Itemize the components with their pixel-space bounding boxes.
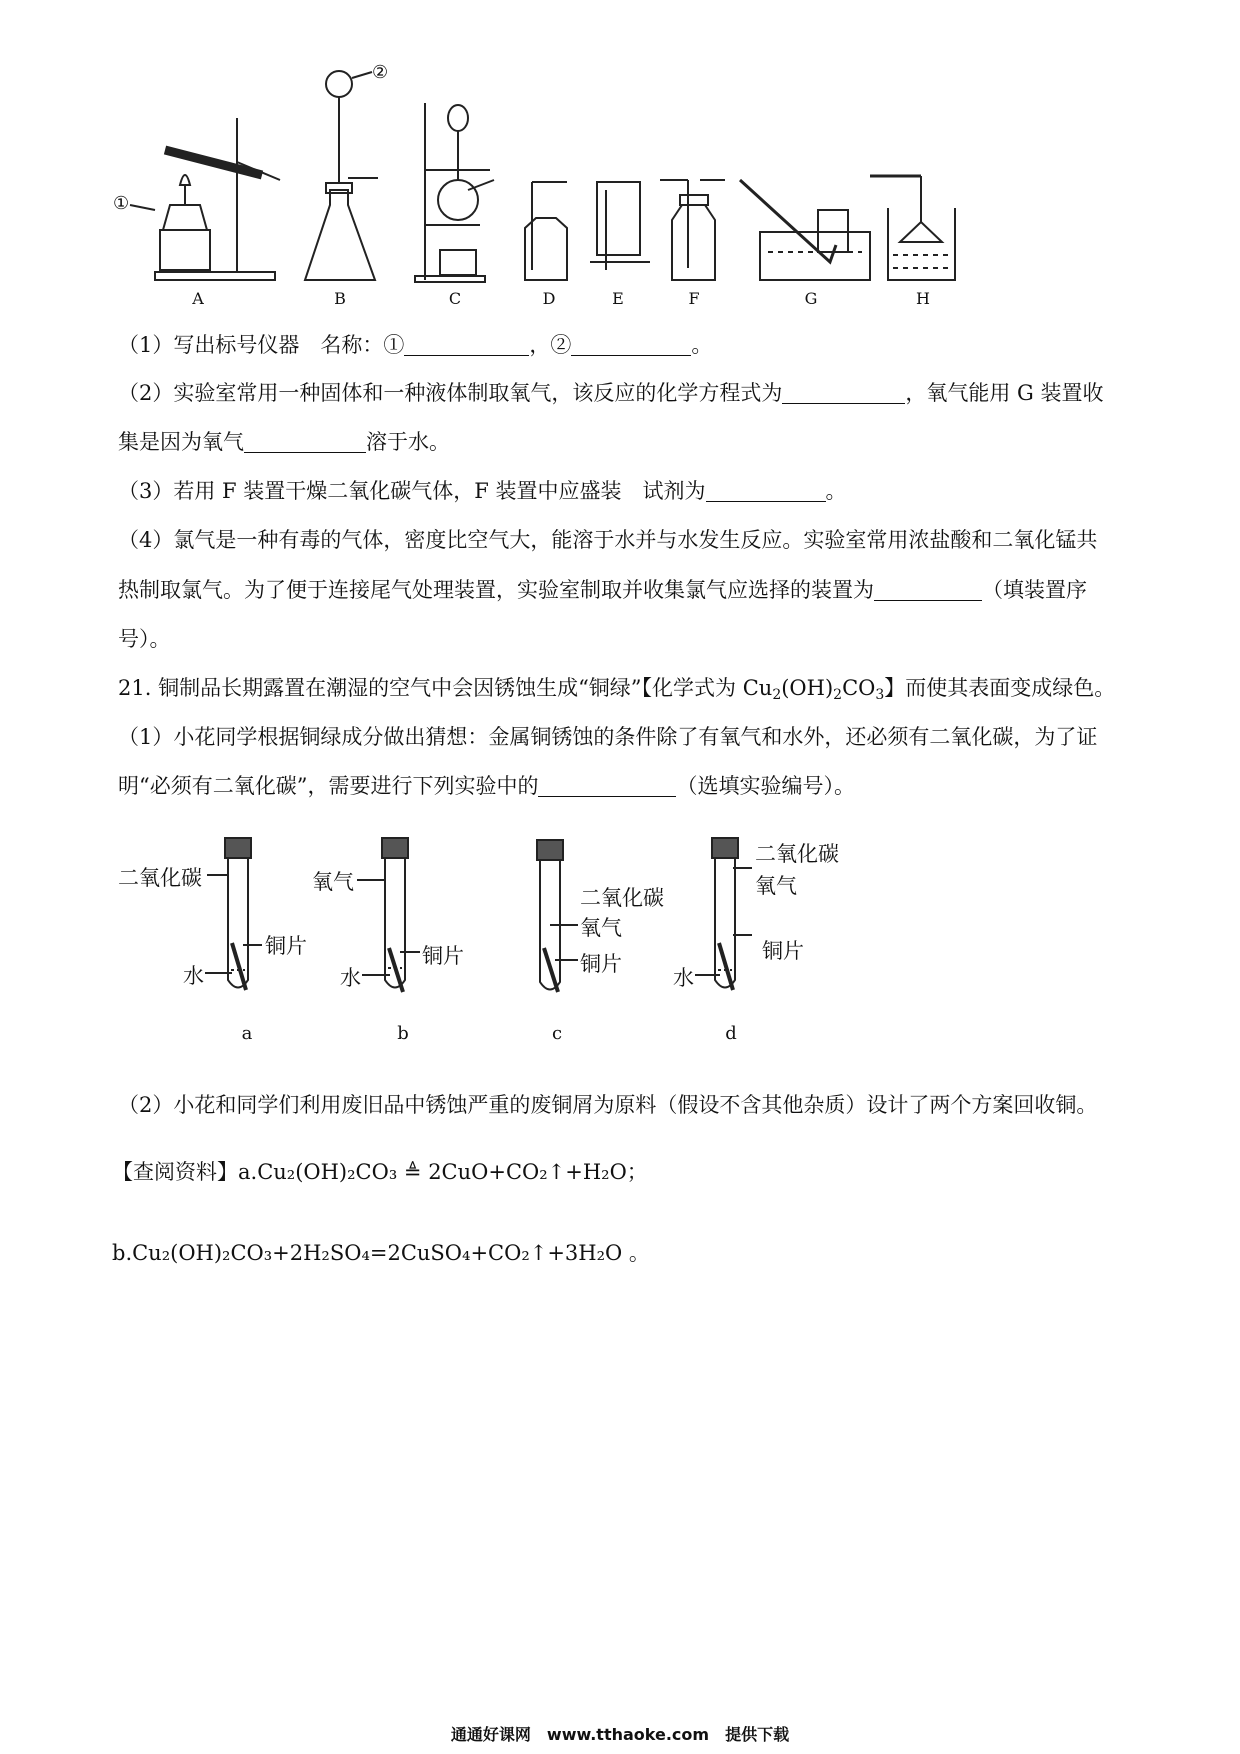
label-d: D xyxy=(542,289,556,308)
q21-part1-line2: 明“必须有二氧化碳”，需要进行下列实验中的 （选填实验编号）。 xyxy=(118,774,855,798)
q20-part2-line2: 集是因为氧气 溶于水。 xyxy=(118,430,450,454)
apparatus-a xyxy=(130,118,280,280)
reference-equation-b: b.Cu₂(OH)₂CO₃+2H₂SO₄=2CuSO₄+CO₂↑+3H₂O 。 xyxy=(112,1241,650,1265)
q21-part2: （2）小花和同学们利用废旧品中锈蚀严重的废铜屑为原料（假设不含其他杂质）设计了两个方案回收铜。 xyxy=(118,1093,1098,1117)
q20-part4-line2: 热制取氯气。为了便于连接尾气处理装置，实验室制取并收集氯气应选择的装置为 （填装置序 xyxy=(118,578,1087,602)
label-c: C xyxy=(448,289,462,308)
tube-d-gas2-label: 氧气 xyxy=(755,874,797,898)
reference-equation-a: 【查阅资料】a.Cu₂(OH)₂CO₃ ≜ 2CuO+CO₂↑+H₂O； xyxy=(112,1160,648,1184)
tube-b xyxy=(357,838,420,992)
apparatus-c xyxy=(415,103,494,282)
label-e: E xyxy=(612,289,624,308)
tube-a xyxy=(205,838,262,990)
apparatus-figure xyxy=(0,0,1240,320)
label-b: B xyxy=(334,289,346,308)
answer-blank[interactable] xyxy=(706,479,826,502)
tube-b-copper-label: 铜片 xyxy=(422,944,464,968)
tube-label-a: a xyxy=(241,1023,253,1044)
answer-blank[interactable] xyxy=(782,381,905,404)
label-f: F xyxy=(688,289,700,308)
tube-a-gas-label: 二氧化碳 xyxy=(118,866,202,890)
tube-c xyxy=(537,840,578,992)
tube-label-c: c xyxy=(551,1023,563,1044)
apparatus-e xyxy=(590,182,650,270)
q20-part3: （3）若用 F 装置干燥二氧化碳气体，F 装置中应盛装 试剂为 。 xyxy=(118,479,847,503)
apparatus-f xyxy=(660,180,725,280)
answer-blank[interactable] xyxy=(571,333,691,356)
apparatus-b xyxy=(305,71,378,280)
answer-blank[interactable] xyxy=(244,430,366,453)
tube-c-gas2-label: 氧气 xyxy=(580,916,622,940)
tube-a-water-label: 水 xyxy=(183,964,204,988)
apparatus-g xyxy=(740,180,870,280)
q20-part1: （1）写出标号仪器 名称：① ，② 。 xyxy=(118,333,713,357)
answer-blank[interactable] xyxy=(538,774,676,797)
answer-blank[interactable] xyxy=(874,578,982,601)
tube-b-gas-label: 氧气 xyxy=(312,870,354,894)
label-h: H xyxy=(916,289,930,308)
tube-label-b: b xyxy=(397,1023,409,1044)
tube-d-gas1-label: 二氧化碳 xyxy=(755,842,839,866)
tube-label-d: d xyxy=(725,1023,737,1044)
tube-a-copper-label: 铜片 xyxy=(265,934,307,958)
apparatus-d xyxy=(525,182,567,280)
tube-d-copper-label: 铜片 xyxy=(762,939,804,963)
marker-2: ② xyxy=(372,62,389,83)
tube-c-gas1-label: 二氧化碳 xyxy=(580,886,664,910)
q21-part1-line1: （1）小花同学根据铜绿成分做出猜想：金属铜锈蚀的条件除了有氧气和水外，还必须有二氧化碳，为了证 xyxy=(118,725,1098,749)
marker-1: ① xyxy=(113,193,130,214)
label-g: G xyxy=(804,289,818,308)
q20-part4-line1: （4）氯气是一种有毒的气体，密度比空气大，能溶于水并与水发生反应。实验室常用浓盐酸和二氧化锰共 xyxy=(118,528,1098,552)
q20-part4-line3: 号）。 xyxy=(118,627,171,651)
answer-blank[interactable] xyxy=(404,333,529,356)
tube-b-water-label: 水 xyxy=(340,966,361,990)
tube-d-water-label: 水 xyxy=(673,966,694,990)
tube-d xyxy=(695,838,752,990)
q20-part2-line1: （2）实验室常用一种固体和一种液体制取氧气，该反应的化学方程式为 ，氧气能用 G 装置收 xyxy=(118,381,1104,405)
apparatus-h xyxy=(870,176,955,280)
tube-c-copper-label: 铜片 xyxy=(580,952,622,976)
label-a: A xyxy=(192,289,204,308)
page-footer: 通通好课网 www.tthaoke.com 提供下载 xyxy=(450,1725,790,1744)
q21-intro: 21. 铜制品长期露置在潮湿的空气中会因锈蚀生成“铜绿”【化学式为 $Cu_2(OH)_2CO_3$】而使其表面变成绿色。 xyxy=(118,676,1116,703)
